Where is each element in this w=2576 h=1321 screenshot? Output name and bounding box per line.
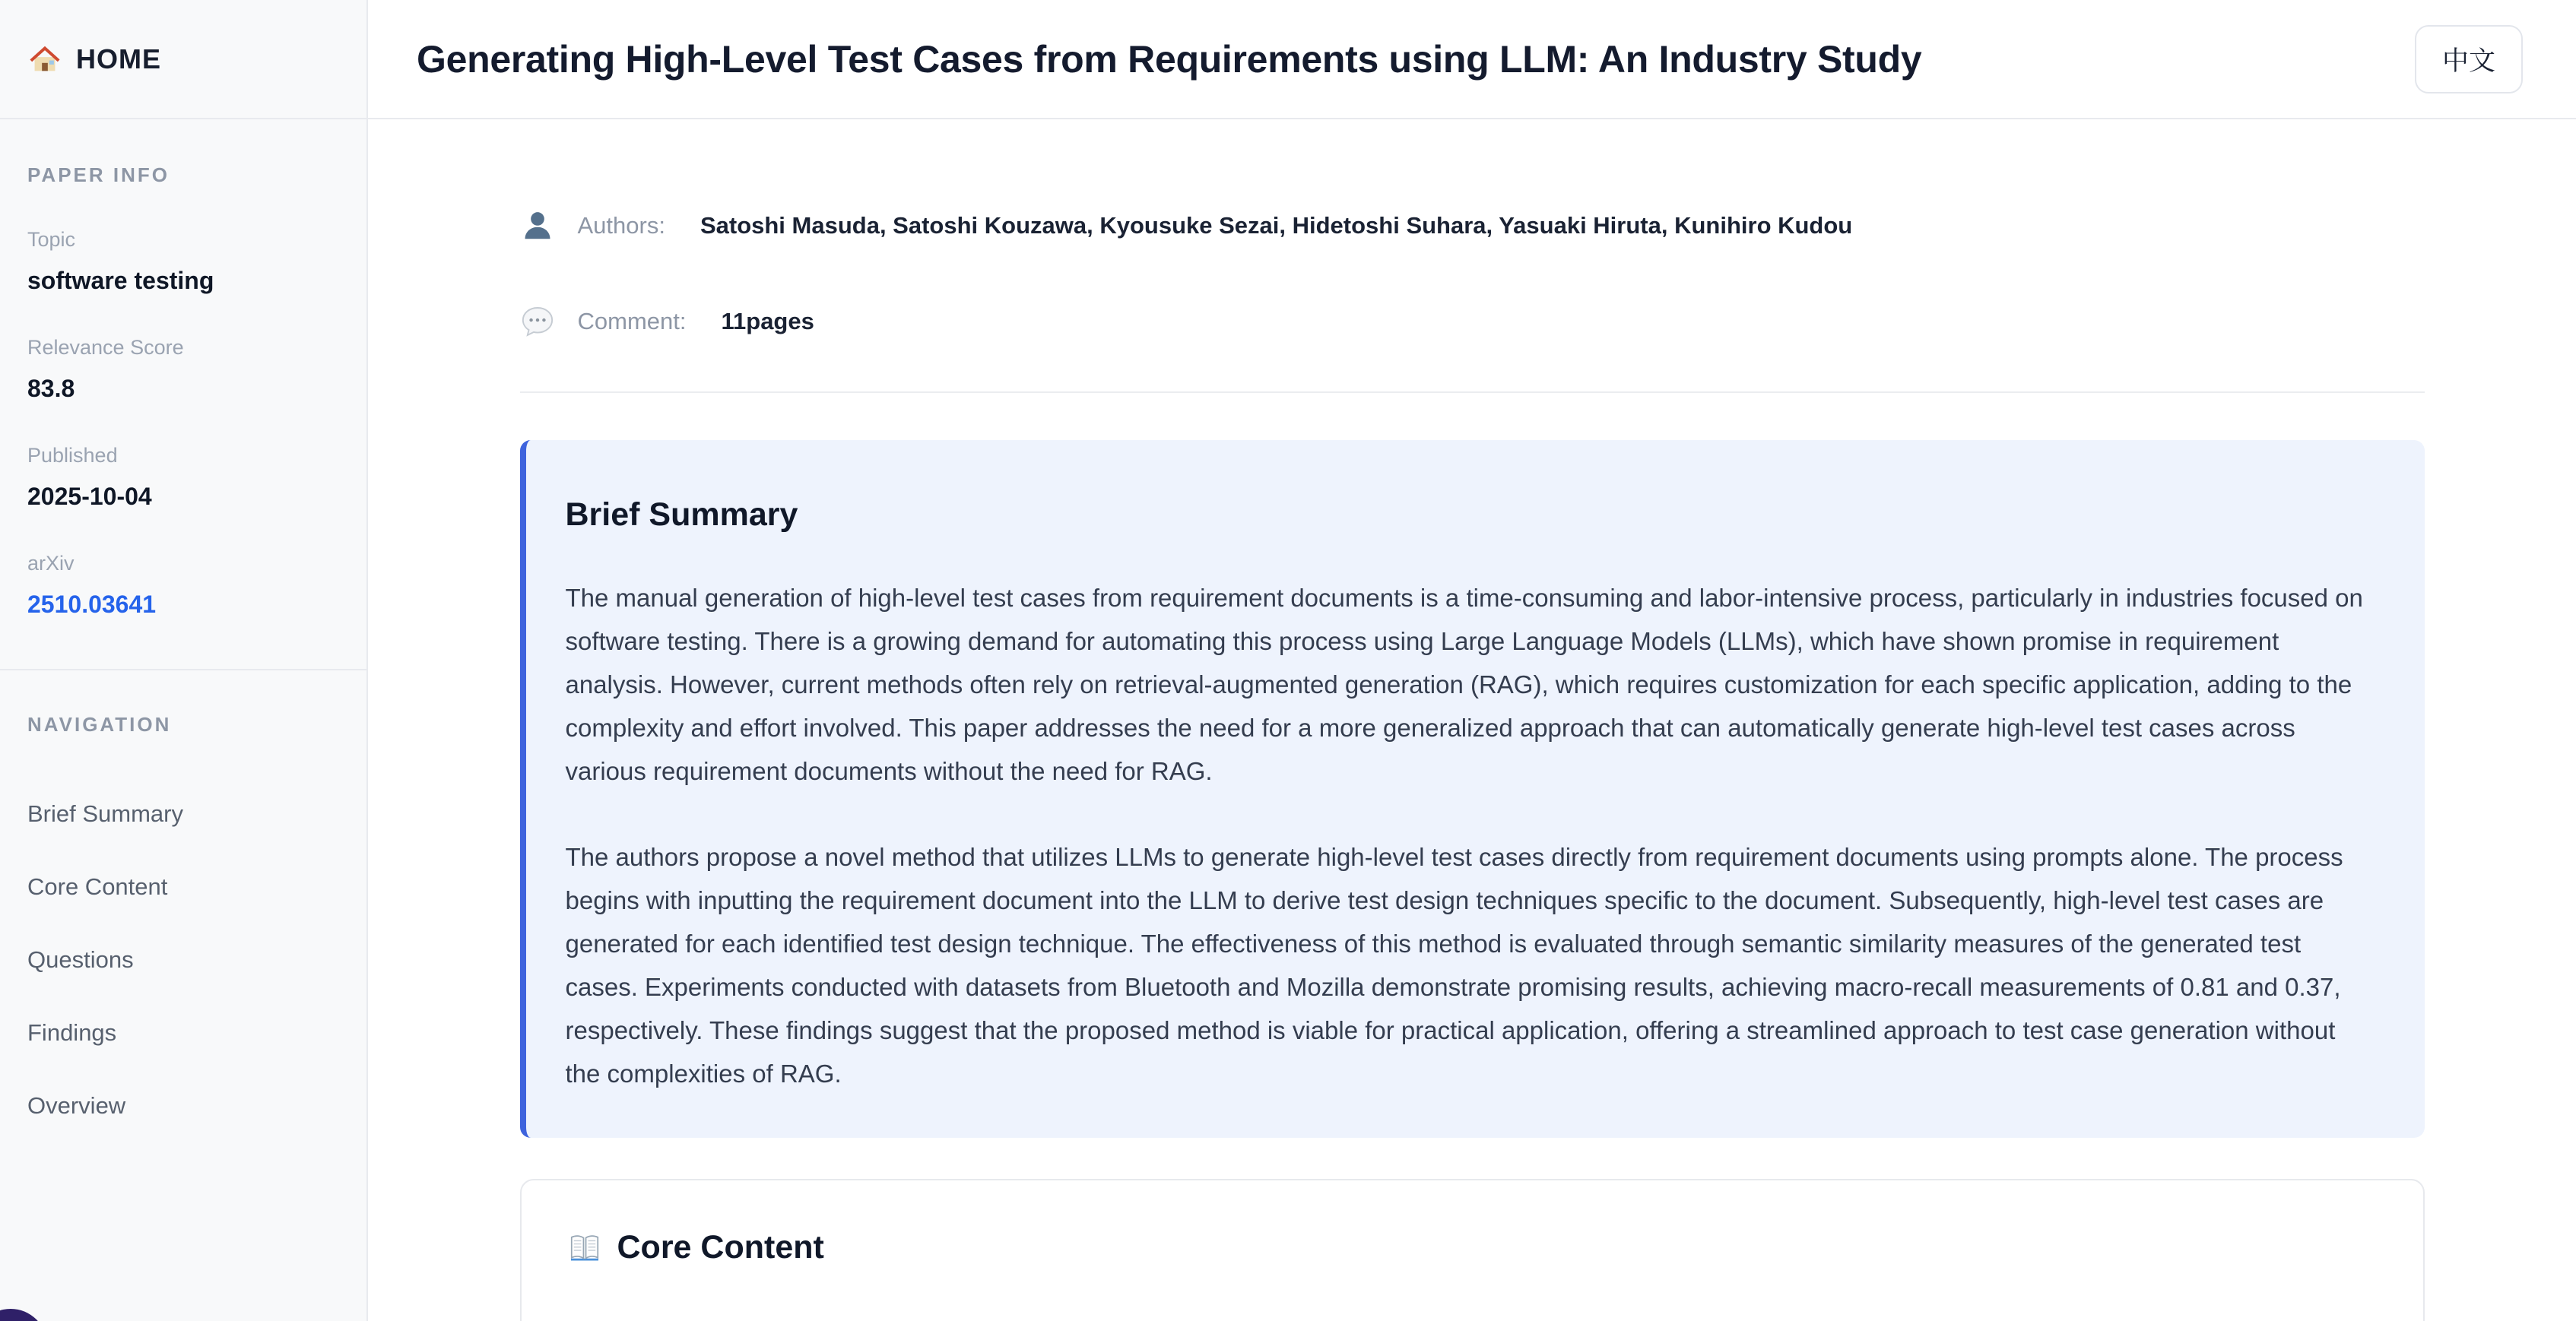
brief-summary-title: Brief Summary — [565, 496, 798, 533]
language-toggle-button[interactable]: 中文 — [2415, 25, 2523, 93]
field-topic-value: software testing — [27, 267, 214, 294]
field-published — [27, 444, 339, 511]
paper-info-section-title: PAPER INFO — [27, 163, 170, 186]
authors-label: Authors: — [577, 212, 665, 239]
sidebar-item-questions[interactable]: Questions — [27, 946, 134, 973]
content-divider — [520, 391, 2425, 393]
comment-label: Comment: — [577, 308, 687, 334]
brief-summary-paragraph: The manual generation of high-level test cases from requirement documents is a time-consuming and labor-intensive process, particularly in industries focused on software testing. There is a growing demand for automating this process using Large Language Models (LLMs), which have shown promise in requirement analysis. However, current methods often rely on retrieval-augmented generation (RAG), which requires customization for each specific application, adding to the complexity and effort involved. This paper addresses the need for a more generalized approach that can automatically generate high-level test cases across various requirement documents without the need for RAG. — [565, 584, 2363, 785]
home-link[interactable] — [0, 0, 366, 119]
person-icon — [520, 208, 555, 243]
field-arxiv-label: arXiv — [27, 552, 75, 575]
field-published-value: 2025-10-04 — [27, 483, 152, 510]
field-relevance-score — [27, 336, 339, 403]
field-relevance-score-label: Relevance Score — [27, 336, 184, 359]
speech-balloon-icon — [520, 304, 555, 339]
main-area — [368, 0, 2576, 1321]
home-label: HOME — [76, 43, 161, 74]
core-content-title — [567, 1229, 2378, 1266]
authors-row — [520, 206, 2425, 246]
core-content-card — [520, 1179, 2425, 1321]
content-column — [520, 119, 2425, 1321]
field-topic — [27, 228, 339, 295]
comment-value: 11pages — [721, 308, 814, 334]
sidebar-item-findings[interactable]: Findings — [27, 1019, 117, 1046]
open-book-icon — [567, 1231, 602, 1266]
sidebar-navigation — [27, 778, 339, 1142]
home-icon — [27, 42, 62, 77]
brief-summary-paragraph: The authors propose a novel method that utilizes LLMs to generate high-level test cases directly from requirement documents using prompts alone. The process begins with inputting the requirement document into the LLM to derive test design techniques specific to the document. Subsequently, high-level test cases are generated for each identified test design technique. The effectiveness of this method is evaluated through semantic similarity measures of the generated test cases. Experiments conducted with datasets from Bluetooth and Mozilla demonstrate promising results, achieving macro-recall measurements of 0.81 and 0.37, respectively. These findings suggest that the proposed method is viable for practical application, offering a streamlined approach to test case generation without the complexities of RAG. — [565, 843, 2343, 1088]
field-arxiv — [27, 552, 339, 619]
field-topic-label: Topic — [27, 228, 76, 251]
field-relevance-score-value: 83.8 — [27, 375, 75, 402]
authors-value: Satoshi Masuda, Satoshi Kouzawa, Kyousuke Sezai, Hidetoshi Suhara, Yasuaki Hiruta, Kunihiro Kudou — [700, 212, 1853, 239]
core-content-title-text: Core Content — [617, 1229, 824, 1266]
sidebar — [0, 0, 368, 1321]
comment-row — [520, 302, 2425, 341]
sidebar-item-overview[interactable]: Overview — [27, 1092, 126, 1119]
page-title: Generating High-Level Test Cases from Requirements using LLM: An Industry Study — [417, 37, 1922, 81]
page-header — [368, 0, 2576, 119]
sidebar-item-brief-summary[interactable]: Brief Summary — [27, 800, 183, 827]
navigation-section-title: NAVIGATION — [27, 713, 172, 736]
field-published-label: Published — [27, 444, 118, 467]
brief-summary-card — [520, 440, 2425, 1138]
arxiv-link[interactable]: 2510.03641 — [27, 591, 157, 618]
sidebar-divider — [0, 669, 366, 670]
sidebar-item-core-content[interactable]: Core Content — [27, 873, 168, 900]
